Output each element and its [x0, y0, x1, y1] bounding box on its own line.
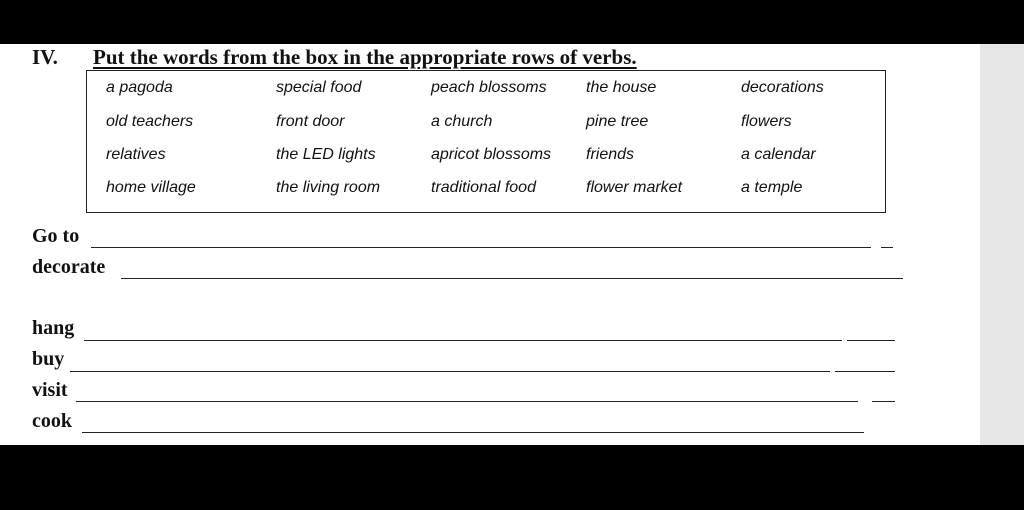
worksheet-page	[0, 44, 980, 445]
answer-line-hang[interactable]	[84, 340, 842, 341]
word-box-item: pine tree	[586, 113, 649, 130]
word-box-item: flowers	[741, 113, 792, 130]
verb-label-hang: hang	[32, 317, 75, 339]
word-box-item: a calendar	[741, 146, 816, 163]
word-box-item: relatives	[106, 146, 166, 163]
word-box-item: a church	[431, 113, 493, 130]
word-box-item: traditional food	[431, 179, 536, 196]
word-box-item: the house	[586, 79, 657, 96]
word-box-item: home village	[106, 179, 196, 196]
verb-label-buy: buy	[32, 348, 65, 370]
verb-label-cook: cook	[32, 410, 72, 432]
exercise-number: IV.	[32, 45, 58, 69]
answer-line-visit-end	[872, 401, 895, 402]
verb-label-decorate: decorate	[32, 256, 106, 278]
answer-line-hang-end	[847, 340, 895, 341]
word-box	[86, 70, 886, 213]
word-box-item: apricot blossoms	[431, 146, 552, 163]
answer-line-decorate[interactable]	[121, 278, 903, 279]
answer-line-buy[interactable]	[70, 371, 830, 372]
word-box-item: a pagoda	[106, 79, 173, 96]
word-box-item: old teachers	[106, 113, 194, 130]
word-box-item: flower market	[586, 179, 683, 196]
exercise-instruction: Put the words from the box in the appropriate rows of verbs.	[93, 45, 637, 69]
word-box-item: friends	[586, 146, 635, 163]
word-box-item: the LED lights	[276, 146, 376, 163]
answer-line-go-to-end	[881, 247, 893, 248]
word-box-item: a temple	[741, 179, 803, 196]
word-box-item: the living room	[276, 179, 381, 196]
word-box-item: front door	[276, 113, 345, 130]
verb-label-visit: visit	[32, 379, 68, 401]
answer-line-buy-end	[835, 371, 895, 372]
side-gutter	[980, 44, 1024, 445]
answer-line-cook[interactable]	[82, 432, 864, 433]
word-box-item: special food	[276, 79, 362, 96]
word-box-item: decorations	[741, 79, 824, 96]
verb-label-go-to: Go to	[32, 225, 80, 247]
answer-line-go-to[interactable]	[91, 247, 871, 248]
answer-line-visit[interactable]	[76, 401, 858, 402]
word-box-item: peach blossoms	[431, 79, 547, 96]
